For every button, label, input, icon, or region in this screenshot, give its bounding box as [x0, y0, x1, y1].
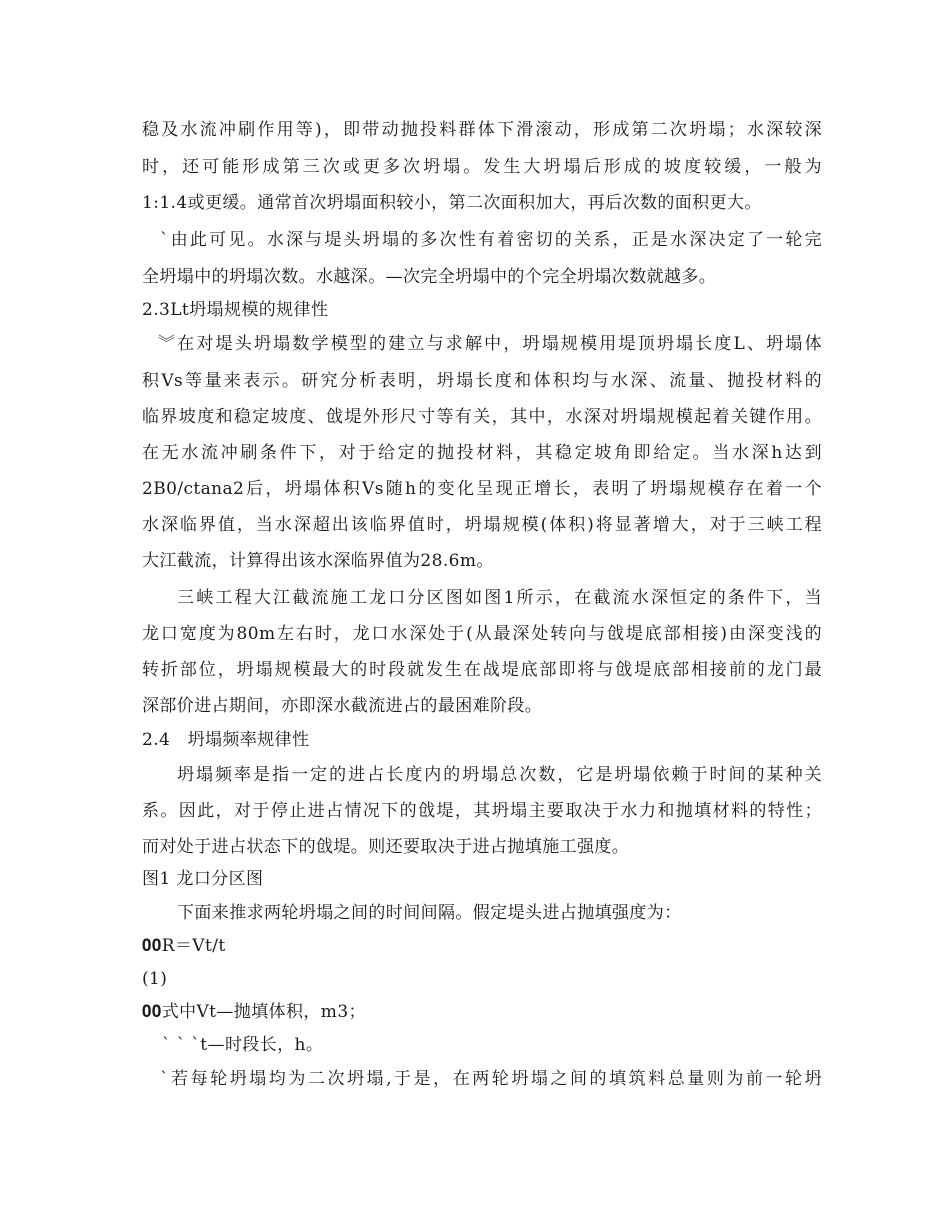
paragraph-line: 全坍塌中的坍塌次数。水越深。—次完全坍塌中的个完全坍塌次数就越多。	[142, 267, 717, 287]
paragraph-line: 下面来推求两轮坍塌之间的时间间隔。假定堤头进占抛填强度为：	[177, 903, 682, 923]
paragraph-line: 转折部位，坍塌规模最大的时段就发生在战堤底部即将与戗堤底部相接前的龙门最	[142, 660, 822, 680]
paragraph-line: `若每轮坍塌均为二次坍塌,于是，在两轮坍塌之间的填筑料总量则为前一轮坍	[160, 1069, 822, 1089]
paragraph-line: 深部价进占期间，亦即深水截流进占的最困难阶段。	[142, 696, 543, 716]
paragraph-line: 临界坡度和稳定坡度、戗堤外形尺寸等有关，其中，水深对坍塌规模起着关键作用。	[142, 407, 822, 427]
paragraph-line: 2B0/ctana2后，坍塌体积Vs随h的变化呈现正增长，表明了坍塌规模存在着一个	[142, 479, 822, 499]
paragraph-line: 水深临界值，当水深超出该临界值时，坍塌规模(体积)将显著增大，对于三峡工程	[142, 515, 822, 535]
paragraph-line: `由此可见。水深与堤头坍塌的多次性有着密切的关系，正是水深决定了一轮完	[160, 230, 822, 250]
section-heading: 2.4 坍塌频率规律性	[142, 730, 310, 750]
paragraph-line: 大江截流，计算得出该水深临界值为28.6m。	[142, 551, 494, 571]
paragraph-line: 龙口宽度为80m左右时，龙口水深处于(从最深处转向与戗堤底部相接)由深变浅的	[142, 624, 822, 644]
paragraph-line: 三峡工程大江截流施工龙口分区图如图1所示，在截流水深恒定的条件下，当	[177, 588, 822, 608]
formula-where-line: ` ` `t—时段长，h。	[162, 1035, 324, 1055]
paragraph-line: 时，还可能形成第三次或更多次坍塌。发生大坍塌后形成的坡度较缓，一般为	[142, 157, 822, 177]
paragraph-line: ︾在对堤头坍塌数学模型的建立与求解中，坍塌规模用堤顶坍塌长度L、坍塌体	[158, 334, 822, 354]
paragraph-line: 1:1.4或更缓。通常首次坍塌面积较小，第二次面积加大，再后次数的面积更大。	[142, 193, 762, 213]
paragraph-line: 在无水流冲刷条件下，对于给定的抛投材料，其稳定坡角即给定。当水深h达到	[142, 443, 822, 463]
equation-number: (1)	[142, 969, 168, 989]
figure-caption: 图1 龙口分区图	[142, 869, 264, 889]
section-heading: 2.3Lt坍塌规模的规律性	[142, 300, 329, 320]
formula-where-line: 𝟎𝟎式中Vt—抛填体积，m3；	[142, 1002, 366, 1022]
paragraph-line: 系。因此，对于停止进占情况下的戗堤，其坍塌主要取决于水力和抛填材料的特性；	[142, 801, 822, 821]
formula: 𝟎𝟎R＝Vt/t	[142, 936, 226, 956]
paragraph-line: 稳及水流冲刷作用等)，即带动抛投料群体下滑滚动，形成第二次坍塌；水深较深	[142, 120, 822, 140]
paragraph-line: 坍塌频率是指一定的进占长度内的坍塌总次数，它是坍塌依赖于时间的某种关	[177, 765, 822, 785]
paragraph-line: 积Vs等量来表示。研究分析表明，坍塌长度和体积均与水深、流量、抛投材料的	[142, 371, 822, 391]
paragraph-line: 而对处于进占状态下的戗堤。则还要取决于进占抛填施工强度。	[142, 837, 630, 857]
